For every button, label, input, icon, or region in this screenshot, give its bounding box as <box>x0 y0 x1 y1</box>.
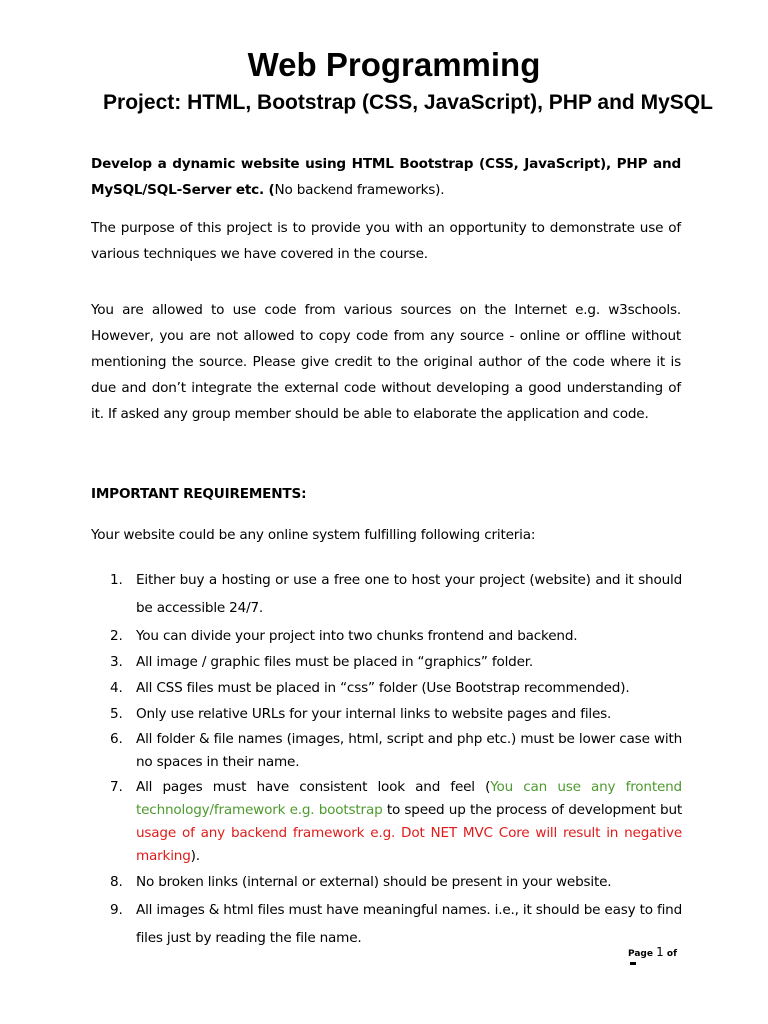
list-item-number: 5. <box>110 706 123 722</box>
list-item-green-text: You can use any frontend technology/framework e.g. bootstrap <box>136 779 682 818</box>
list-item-text-part3: ). <box>190 848 200 864</box>
requirements-list <box>110 566 682 954</box>
list-item <box>110 566 682 622</box>
intro-normal-text: No backend frameworks). <box>274 182 445 198</box>
document-title: Web Programming <box>247 46 541 83</box>
list-item <box>110 702 682 726</box>
list-item-text: All images & html files must have meaningful names. i.e., it should be easy to find files just by reading the file name. <box>136 902 682 946</box>
list-item-text-part2: to speed up the process of development but <box>382 802 682 818</box>
list-item-number: 8. <box>110 874 123 890</box>
list-item-text: All CSS files must be placed in “css” folder (Use Bootstrap recommended). <box>136 680 630 696</box>
list-item-number: 1. <box>110 572 123 588</box>
intro-bold-text: Develop a dynamic website using HTML Bootstrap (CSS, JavaScript), PHP and MySQL/SQL-Server etc. <box>91 156 681 198</box>
list-item <box>110 650 682 674</box>
footer-page-label: Page <box>628 949 653 959</box>
list-item <box>110 896 682 952</box>
list-item <box>110 728 682 774</box>
list-item <box>110 870 682 894</box>
intro-paren: ( <box>263 182 275 198</box>
list-item-text: All image / graphic files must be placed in “graphics” folder. <box>136 654 534 670</box>
list-item-text: You can divide your project into two chunks frontend and backend. <box>136 628 578 644</box>
list-item-text: Only use relative URLs for your internal links to website pages and files. <box>136 706 612 722</box>
list-item-red-text: usage of any backend framework e.g. Dot NET MVC Core will result in negative marking <box>136 825 682 864</box>
footer-cut-mark <box>630 962 636 965</box>
page-footer <box>628 945 677 961</box>
list-item <box>110 676 682 700</box>
footer-page-number: 1 <box>656 945 664 959</box>
list-item-number: 6. <box>110 731 123 747</box>
list-item-number: 3. <box>110 654 123 670</box>
purpose-paragraph: The purpose of this project is to provide you with an opportunity to demonstrate use of various techniques we have covered in the course. <box>91 220 681 262</box>
list-item <box>110 624 682 648</box>
list-item-text: Either buy a hosting or use a free one to host your project (website) and it should be accessible 24/7. <box>136 572 682 616</box>
list-item-number: 7. <box>110 779 123 795</box>
list-item <box>110 776 682 868</box>
list-item-text: No broken links (internal or external) should be present in your website. <box>136 874 612 890</box>
intro-paragraph <box>91 151 681 203</box>
allowed-paragraph: You are allowed to use code from various sources on the Internet e.g. w3schools. However, you are not allowed to copy code from any source - online or offline without mentioning the source. Please give credit to the original author of the code where it is due and don’t integrate the external code without developing a good understanding of it. If asked any group member should be able to elaborate the application and code. <box>91 302 681 422</box>
requirements-heading: IMPORTANT REQUIREMENTS: <box>91 486 307 502</box>
criteria-intro: Your website could be any online system fulfilling following criteria: <box>91 527 536 543</box>
footer-of-label: of <box>666 949 678 959</box>
document-subtitle: Project: HTML, Bootstrap (CSS, JavaScript), PHP and MySQL <box>103 91 713 114</box>
list-item-text-part1: All pages must have consistent look and feel ( <box>136 779 491 795</box>
list-item-text: All folder & file names (images, html, script and php etc.) must be lower case with no spaces in their name. <box>136 731 682 770</box>
list-item-number: 4. <box>110 680 123 696</box>
list-item-number: 2. <box>110 628 123 644</box>
list-item-number: 9. <box>110 902 123 918</box>
